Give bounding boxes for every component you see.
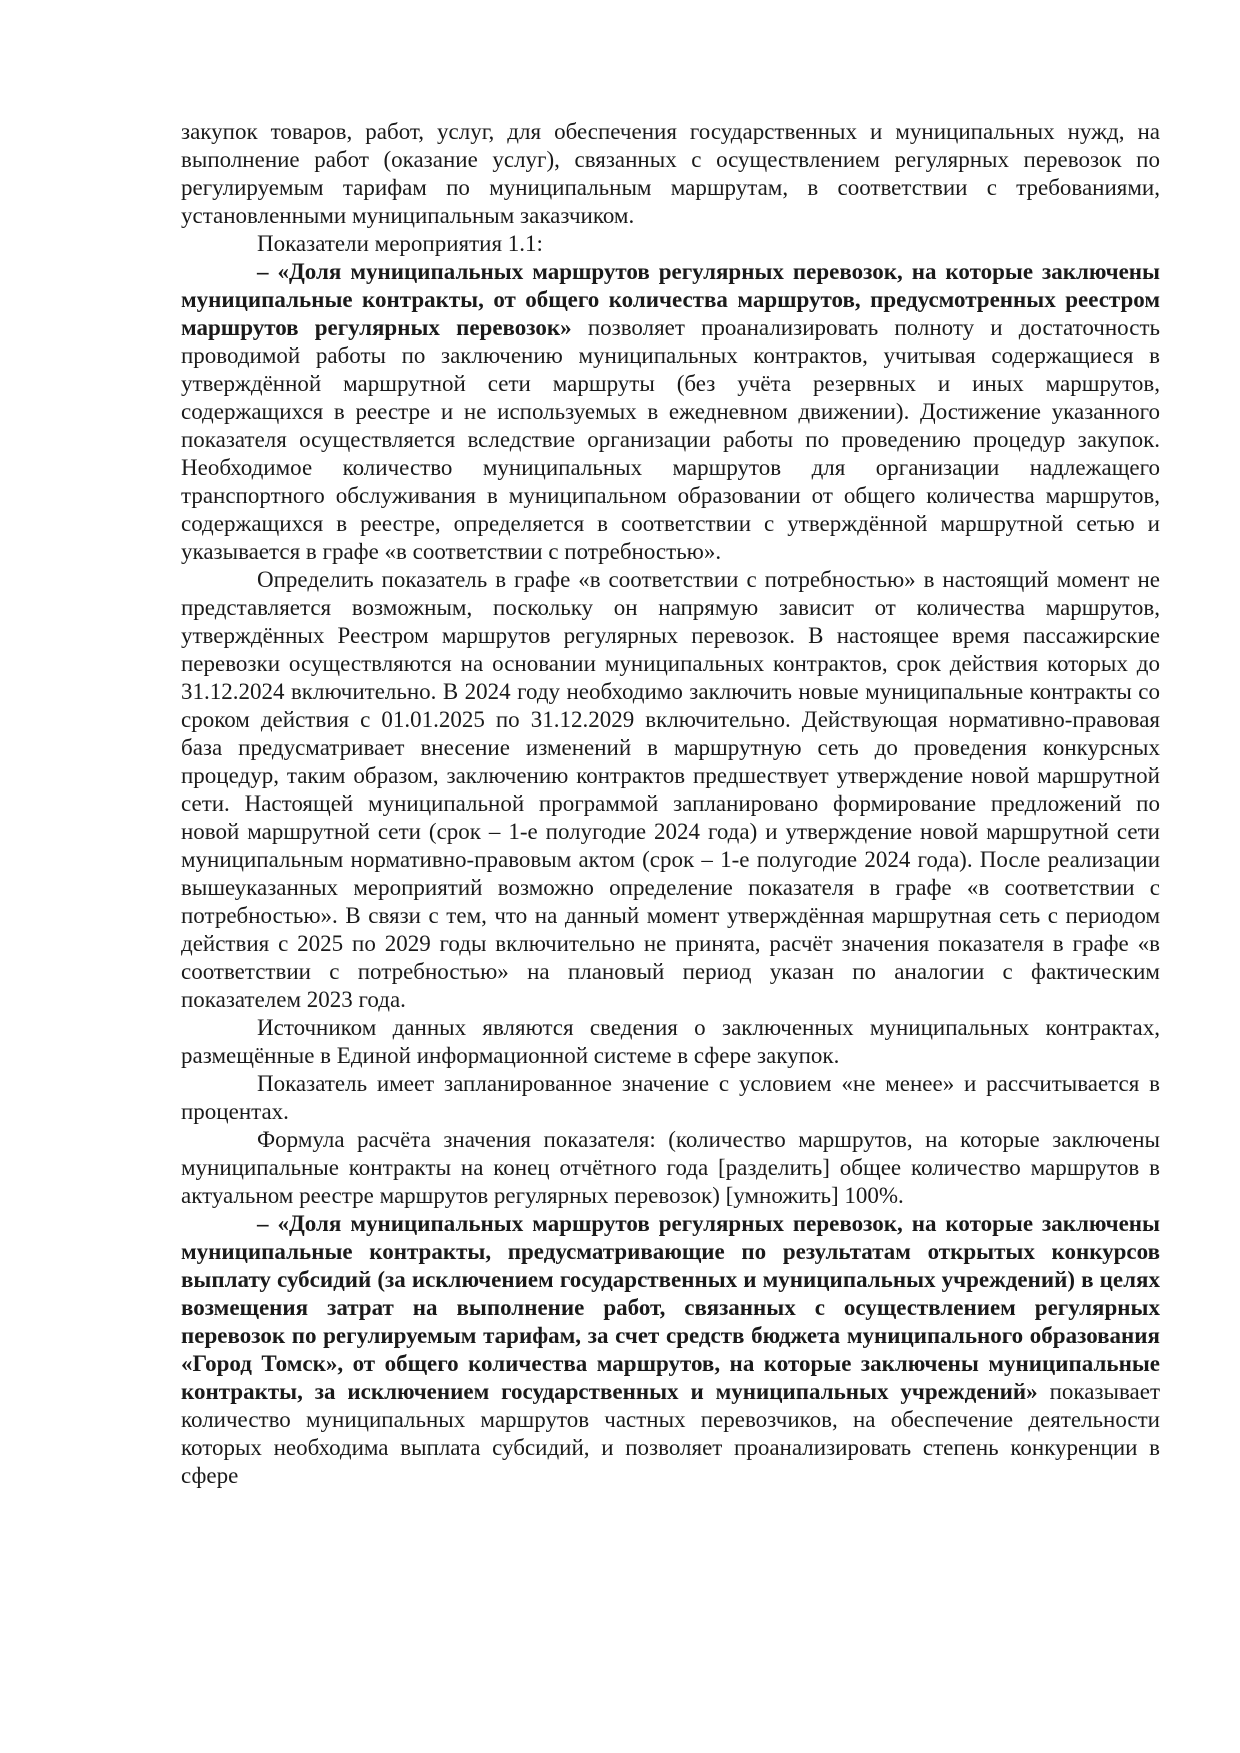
paragraph-indicator-share-subsidies: [181, 1210, 1160, 1490]
paragraph-formula: Формула расчёта значения показателя: (количество маршрутов, на которые заключены муниципальные контракты на конец отчётного года [разделить] общее количество маршрутов в актуальном реестре маршрутов регулярных перевозок) [умножить] 100%.: [181, 1127, 1160, 1208]
indicator-description-share-contracts: позволяет проанализировать полноту и достаточность проводимой работы по заключению муниципальных контрактов, учитывая содержащиеся в утверждённой маршрутной сети маршруты (без учёта резервных и иных маршрутов, содержащихся в реестре и не используемых в ежедневном движении). Достижение указанного показателя осуществляется вследствие организации работы по проведению процедур закупок. Необходимое количество муниципальных маршрутов для организации надлежащего транспортного обслуживания в муниципальном образовании от общего количества маршрутов, содержащихся в реестре, определяется в соответствии с утверждённой маршрутной сетью и указывается в графе «в соответствии с потребностью».: [181, 315, 1161, 564]
indicator-title-share-subsidies: – «Доля муниципальных маршрутов регулярных перевозок, на которые заключены муниципальные контракты, предусматривающие по результатам открытых конкурсов выплату субсидий (за исключением государственных и муниципальных учреждений) в целях возмещения затрат на выполнение работ, связанных с осуществлением регулярных перевозок по регулируемым тарифам, за счет средств бюджета муниципального образования «Город Томск», от общего количества маршрутов, на которые заключены муниципальные контракты, за исключением государственных и муниципальных учреждений»: [181, 1211, 1160, 1404]
paragraph-data-source: Источником данных являются сведения о заключенных муниципальных контрактах, размещённые в Единой информационной системе в сфере закупок.: [181, 1015, 1160, 1068]
indicator-title-share-contracts: – «Доля муниципальных маршрутов регулярных перевозок, на которые заключены муниципальные контракты, от общего количества маршрутов, предусмотренных реестром маршрутов регулярных перевозок»: [181, 259, 1160, 340]
paragraph-indicators-heading: Показатели мероприятия 1.1:: [257, 231, 543, 256]
document-page: [181, 118, 1160, 1490]
indicator-description-share-subsidies: показывает количество муниципальных маршрутов частных перевозчиков, на обеспечение деятельности которых необходима выплата субсидий, и позволяет проанализировать степень конкуренции в сфере: [181, 1379, 1160, 1488]
paragraph-need-determination: Определить показатель в графе «в соответствии с потребностью» в настоящий момент не представляется возможным, поскольку он напрямую зависит от количества маршрутов, утверждённых Реестром маршрутов регулярных перевозок. В настоящее время пассажирские перевозки осуществляются на основании муниципальных контрактов, срок действия которых до 31.12.2024 включительно. В 2024 году необходимо заключить новые муниципальные контракты со сроком действия с 01.01.2025 по 31.12.2029 включительно. Действующая нормативно-правовая база предусматривает внесение изменений в маршрутную сеть до проведения конкурсных процедур, таким образом, заключению контрактов предшествует утверждение новой маршрутной сети. Настоящей муниципальной программой запланировано формирование предложений по новой маршрутной сети (срок – 1-е полугодие 2024 года) и утверждение новой маршрутной сети муниципальным нормативно-правовым актом (срок – 1-е полугодие 2024 года). После реализации вышеуказанных мероприятий возможно определение показателя в графе «в соответствии с потребностью». В связи с тем, что на данный момент утверждённая маршрутная сеть с периодом действия с 2025 по 2029 годы включительно не принята, расчёт значения показателя в графе «в соответствии с потребностью» на плановый период указан по аналогии с фактическим показателем 2023 года.: [181, 567, 1160, 1012]
paragraph-indicator-share-contracts: [181, 258, 1160, 566]
paragraph-procurement-continuation: закупок товаров, работ, услуг, для обеспечения государственных и муниципальных нужд, на выполнение работ (оказание услуг), связанных с осуществлением регулярных перевозок по регулируемым тарифам по муниципальным маршрутам, в соответствии с требованиями, установленными муниципальным заказчиком.: [181, 119, 1160, 228]
paragraph-planned-value: Показатель имеет запланированное значение с условием «не менее» и рассчитывается в процентах.: [181, 1071, 1160, 1124]
